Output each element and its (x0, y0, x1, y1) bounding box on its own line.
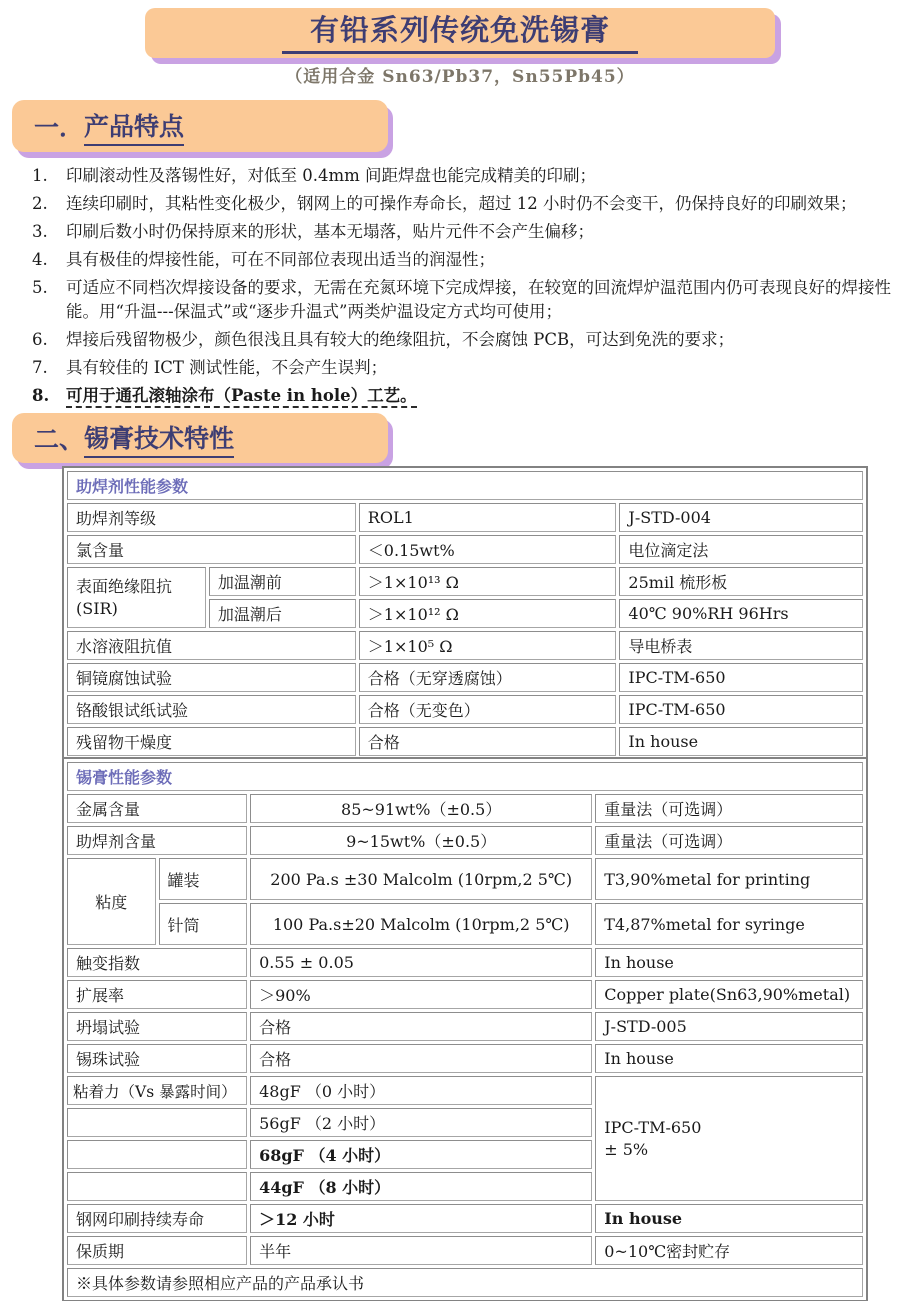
table-row (67, 567, 863, 596)
table-row (67, 948, 863, 977)
cell-value: ＜0.15wt% (359, 535, 617, 564)
cell-value: 100 Pa.s±20 Malcolm (10rpm,2 5℃) (250, 903, 592, 945)
cell-value: ＞1×10⁵ Ω (359, 631, 617, 660)
table-row (67, 762, 863, 791)
cell-value: ROL1 (359, 503, 617, 532)
cell-method: T3,90%metal for printing (595, 858, 863, 900)
cell-value: ＞12 小时 (250, 1204, 592, 1233)
table-row (67, 503, 863, 532)
cell-label: 残留物干燥度 (67, 727, 356, 756)
page-title-rest: 系列传统免洗锡膏 (370, 13, 611, 48)
feature-item-4: 4. 具有极佳的焊接性能，可在不同部位表现出适当的润湿性； (32, 250, 495, 269)
cell-value: 56gF （2 小时） (250, 1108, 592, 1137)
cell-method: 40℃ 90%RH 96Hrs (619, 599, 863, 628)
table-row (67, 695, 863, 724)
table-row (67, 1204, 863, 1233)
cell-method: J-STD-004 (619, 503, 863, 532)
cell-label: 助焊剂含量 (67, 826, 247, 855)
paste-table-title: 锡膏性能参数 (67, 762, 863, 791)
flux-table-title: 助焊剂性能参数 (67, 471, 863, 500)
cell-method: T4,87%metal for syringe (595, 903, 863, 945)
feature-item-1: 1. 印刷滚动性及落锡性好，对低至 0.4mm 间距焊盘也能完成精美的印刷； (32, 166, 597, 185)
table-row (67, 826, 863, 855)
cell-label-empty (67, 1172, 247, 1201)
cell-method: 重量法（可选调） (595, 826, 863, 855)
table-row (67, 663, 863, 692)
cell-label: 钢网印刷持续寿命 (67, 1204, 247, 1233)
alloy-subtitle: （适用合金 Sn63/Pb37，Sn55Pb45） (285, 67, 635, 87)
cell-value: 半年 (250, 1236, 592, 1265)
cell-method: 电位滴定法 (619, 535, 863, 564)
cell-value: 合格（无穿透腐蚀） (359, 663, 617, 692)
cell-value: ＞1×10¹² Ω (359, 599, 617, 628)
section2-header (12, 413, 388, 463)
cell-label: 水溶液阻抗值 (67, 631, 356, 660)
feature-item-2: 2. 连续印刷时，其粘性变化极少，钢网上的可操作寿命长，超过 12 小时仍不会变干，仍保持良好的印刷效果； (32, 194, 857, 213)
cell-method: 25mil 梳形板 (619, 567, 863, 596)
cell-method: Copper plate(Sn63,90%metal) (595, 980, 863, 1009)
table-row (67, 1044, 863, 1073)
cell-sublabel: 罐装 (159, 858, 248, 900)
table-row (67, 471, 863, 500)
table-row (67, 794, 863, 823)
cell-label: 铬酸银试纸试验 (67, 695, 356, 724)
product-features-list (32, 164, 910, 412)
feature-item-8: 8. 可用于通孔滚轴涂布（Paste in hole）工艺。 (32, 384, 910, 408)
page-title (282, 12, 638, 53)
cell-value: 9~15wt%（±0.5） (250, 826, 592, 855)
cell-value: 85~91wt%（±0.5） (250, 794, 592, 823)
table-row (67, 1236, 863, 1265)
table-row (67, 858, 863, 900)
cell-value: 0.55 ± 0.05 (250, 948, 592, 977)
cell-label-tack: 粘着力（Vs 暴露时间） (67, 1076, 247, 1105)
cell-label: 触变指数 (67, 948, 247, 977)
cell-method: In house (619, 727, 863, 756)
cell-sublabel: 加温潮前 (209, 567, 356, 596)
cell-value: 合格（无变色） (359, 695, 617, 724)
section1-title: 产品特点 (84, 107, 184, 146)
cell-value: 44gF （8 小时） (250, 1172, 592, 1201)
title-banner (145, 8, 775, 58)
cell-sublabel: 加温潮后 (209, 599, 356, 628)
cell-label-empty (67, 1108, 247, 1137)
table-footnote: ※具体参数请参照相应产品的产品承认书 (67, 1268, 863, 1297)
cell-value: 合格 (250, 1012, 592, 1041)
cell-label: 保质期 (67, 1236, 247, 1265)
cell-label: 坍塌试验 (67, 1012, 247, 1041)
cell-value: ＞90% (250, 980, 592, 1009)
table-row (67, 727, 863, 756)
cell-value: 48gF （0 小时） (250, 1076, 592, 1105)
cell-method: IPC-TM-650 (619, 663, 863, 692)
cell-method: IPC-TM-650 (619, 695, 863, 724)
cell-label: 铜镜腐蚀试验 (67, 663, 356, 692)
cell-method: 重量法（可选调） (595, 794, 863, 823)
paste-parameters-table (62, 757, 868, 1301)
table-row (67, 1012, 863, 1041)
cell-method: In house (595, 1204, 863, 1233)
cell-label: 金属含量 (67, 794, 247, 823)
section2-title: 锡膏技术特性 (84, 419, 234, 458)
cell-value: 68gF （4 小时） (250, 1140, 592, 1169)
cell-method: J-STD-005 (595, 1012, 863, 1041)
cell-label-viscosity: 粘度 (67, 858, 156, 945)
cell-value: ＞1×10¹³ Ω (359, 567, 617, 596)
cell-label: 扩展率 (67, 980, 247, 1009)
feature-item-3: 3. 印刷后数小时仍保持原来的形状，基本无塌落，贴片元件不会产生偏移； (32, 222, 594, 241)
feature-item-5: 5. 可适应不同档次焊接设备的要求，无需在充氮环境下完成焊接，在较宽的回流焊炉温范围内仍可表现良好的焊接性能。用“升温---保温式”或“逐步升温式”两类炉温设定方式均可使用； (32, 278, 891, 321)
cell-sublabel: 针筒 (159, 903, 248, 945)
table-row (67, 1076, 863, 1105)
feature-item-6: 6. 焊接后残留物极少，颜色很浅且具有较大的绝缘阻抗，不会腐蚀 PCB，可达到免洗的要求； (32, 330, 735, 349)
cell-value: 合格 (359, 727, 617, 756)
cell-label: 氯含量 (67, 535, 356, 564)
cell-method: In house (595, 1044, 863, 1073)
section2-prefix: 二、 (34, 425, 85, 454)
cell-method: 导电桥表 (619, 631, 863, 660)
cell-method: In house (595, 948, 863, 977)
cell-label-sir: 表面绝缘阻抗 (SIR) (67, 567, 206, 628)
section1-header (12, 100, 388, 152)
cell-label: 助焊剂等级 (67, 503, 356, 532)
table-row (67, 535, 863, 564)
cell-method: 0~10℃密封贮存 (595, 1236, 863, 1265)
table-row (67, 980, 863, 1009)
flux-parameters-table (62, 466, 868, 761)
cell-label: 锡珠试验 (67, 1044, 247, 1073)
cell-value: 合格 (250, 1044, 592, 1073)
table-row (67, 1268, 863, 1297)
feature-item-7: 7. 具有较佳的 ICT 测试性能，不会产生误判； (32, 358, 388, 377)
page-title-bold-part: 有铅 (309, 13, 370, 48)
cell-method-tack: IPC-TM-650 ± 5% (595, 1076, 863, 1201)
table-row (67, 631, 863, 660)
cell-label-empty (67, 1140, 247, 1169)
table-row (67, 903, 863, 945)
section1-prefix: 一． (34, 113, 85, 142)
cell-value: 200 Pa.s ±30 Malcolm (10rpm,2 5℃) (250, 858, 592, 900)
